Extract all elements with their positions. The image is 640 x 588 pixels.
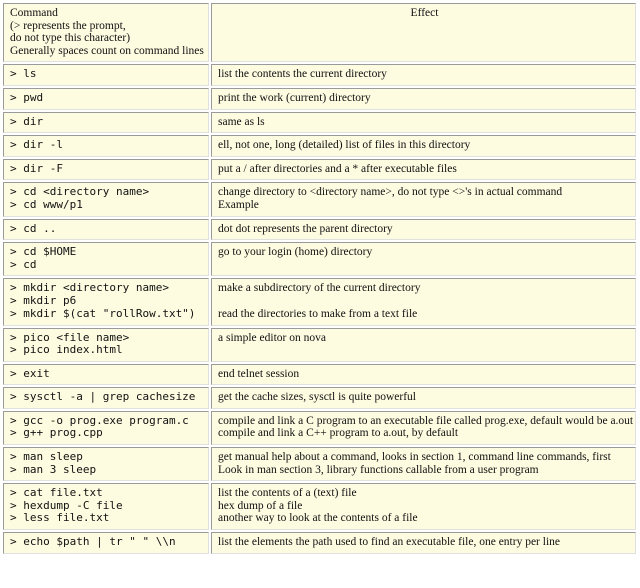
effect-line: same as ls <box>218 115 265 128</box>
command-header-line: do not type this character) <box>10 32 131 45</box>
effect-cell <box>211 219 636 241</box>
command-line: > pico index.html <box>10 343 123 357</box>
effect-line: ell, not one, long (detailed) list of files in this directory <box>218 139 471 152</box>
command-line: > dir -F <box>10 161 63 175</box>
effect-cell <box>211 364 636 386</box>
table-row <box>3 387 636 409</box>
table-row <box>3 64 636 86</box>
effect-line: Example <box>218 198 259 211</box>
command-line: > dir <box>10 114 44 128</box>
effect-cell <box>211 88 636 110</box>
table-row <box>3 483 636 530</box>
effect-cell <box>211 387 636 409</box>
command-cell <box>3 364 209 386</box>
effect-cell <box>211 278 636 325</box>
command-cell <box>3 411 209 445</box>
table-row <box>3 159 636 181</box>
command-line: > sysctl -a | grep cachesize <box>10 390 196 404</box>
effect-cell <box>211 64 636 86</box>
command-line: > dir -l <box>10 138 63 152</box>
table-row <box>3 88 636 110</box>
effect-line: put a / after directories and a * after executable files <box>218 162 457 175</box>
command-line: > cat file.txt <box>10 486 103 500</box>
command-cell <box>3 532 209 554</box>
effect-line: a simple editor on nova <box>218 331 326 344</box>
command-line: > cd .. <box>10 221 57 235</box>
table-row <box>3 364 636 386</box>
header-row <box>3 3 636 62</box>
table-row <box>3 328 636 362</box>
command-line: > cd <directory name> <box>10 185 150 199</box>
command-cell <box>3 447 209 481</box>
effect-line: get manual help about a command, looks in section 1, command line commands, first <box>218 451 611 464</box>
effect-cell <box>211 135 636 157</box>
command-line: > gcc -o prog.exe program.c <box>10 413 189 427</box>
table-row <box>3 411 636 445</box>
table-row <box>3 242 636 276</box>
effect-line: go to your login (home) directory <box>218 246 373 259</box>
command-line: > cd www/p1 <box>10 197 83 211</box>
command-cell <box>3 112 209 134</box>
command-line: > hexdump -C file <box>10 498 123 512</box>
effect-line: get the cache sizes, sysctl is quite powerful <box>218 391 416 404</box>
command-cell <box>3 135 209 157</box>
command-line: > exit <box>10 366 50 380</box>
effect-line: another way to look at the contents of a file <box>218 512 418 525</box>
command-line: > cd $HOME <box>10 245 77 259</box>
command-cell <box>3 483 209 530</box>
command-line: > echo $path | tr " " \\n <box>10 535 176 549</box>
command-line: > ls <box>10 67 37 81</box>
command-line: > mkdir $(cat "rollRow.txt") <box>10 306 196 320</box>
effect-line: list the contents of a (text) file <box>218 487 357 500</box>
command-header-line: (> represents the prompt, <box>10 19 126 32</box>
table-row <box>3 447 636 481</box>
effect-line: compile and link a C program to an executable file called prog.exe, default would be a.out <box>218 414 634 427</box>
effect-line: change directory to <directory name>, do not type <>'s in actual command <box>218 186 563 199</box>
effect-line: print the work (current) directory <box>218 91 371 104</box>
effect-line: read the directories to make from a text file <box>218 307 418 320</box>
command-header-cell <box>3 3 209 62</box>
effect-cell <box>211 112 636 134</box>
table-row <box>3 278 636 325</box>
effect-line: hex dump of a file <box>218 499 303 512</box>
effect-cell <box>211 411 636 445</box>
command-cell <box>3 182 209 216</box>
effect-cell <box>211 242 636 276</box>
effect-header-label: Effect <box>410 7 439 19</box>
table-row <box>3 219 636 241</box>
command-line: > less file.txt <box>10 511 110 525</box>
command-line: > pwd <box>10 90 44 104</box>
command-cell <box>3 328 209 362</box>
table-row <box>3 182 636 216</box>
effect-cell <box>211 159 636 181</box>
effect-cell <box>211 483 636 530</box>
command-table <box>1 1 638 556</box>
command-line: > cd <box>10 257 37 271</box>
effect-line: dot dot represents the parent directory <box>218 222 393 235</box>
command-line: > g++ prog.cpp <box>10 426 103 440</box>
effect-line: make a subdirectory of the current directory <box>218 282 421 295</box>
effect-cell <box>211 447 636 481</box>
effect-line: list the elements the path used to find an executable file, one entry per line <box>218 536 561 549</box>
command-line: > man sleep <box>10 450 83 464</box>
effect-line: compile and link a C++ program to a.out, by default <box>218 427 459 440</box>
table-row <box>3 112 636 134</box>
command-cell <box>3 64 209 86</box>
command-cell <box>3 219 209 241</box>
effect-line: list the contents the current directory <box>218 68 387 81</box>
effect-header-cell <box>211 3 636 62</box>
table-row <box>3 135 636 157</box>
effect-cell <box>211 182 636 216</box>
command-cell <box>3 159 209 181</box>
command-line: > pico <file name> <box>10 330 130 344</box>
command-cell <box>3 242 209 276</box>
effect-line: Look in man section 3, library functions callable from a user program <box>218 463 539 476</box>
command-cell <box>3 88 209 110</box>
command-cell <box>3 387 209 409</box>
effect-line: end telnet session <box>218 367 300 380</box>
effect-cell <box>211 532 636 554</box>
command-line: > man 3 sleep <box>10 462 97 476</box>
command-line: > mkdir <directory name> <box>10 281 169 295</box>
table-row <box>3 532 636 554</box>
effect-cell <box>211 328 636 362</box>
command-line: > mkdir p6 <box>10 293 77 307</box>
command-cell <box>3 278 209 325</box>
command-header-line: Generally spaces count on command lines <box>10 44 204 57</box>
command-header-line: Command <box>10 7 58 19</box>
effect-spacer <box>218 295 631 308</box>
